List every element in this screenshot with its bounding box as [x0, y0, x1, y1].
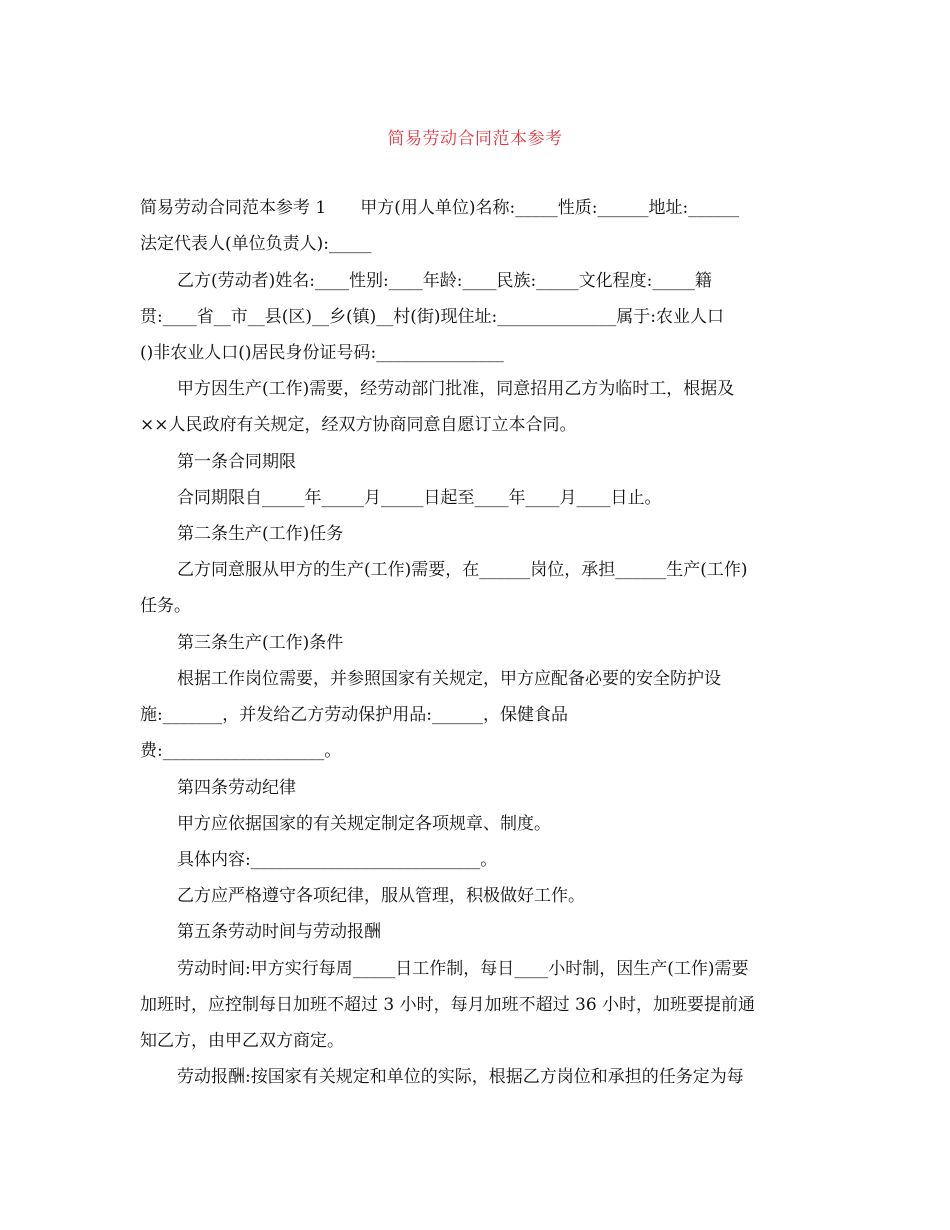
section-heading: 第一条合同期限 [177, 452, 296, 472]
document-title: 简易劳动合同范本参考 [387, 129, 563, 149]
text-line: 知乙方，由甲乙双方商定。 [140, 1031, 344, 1051]
text-line: 费:___________________。 [140, 741, 342, 761]
text-line: ××人民政府有关规定，经双方协商同意自愿订立本合同。 [140, 415, 577, 435]
section-heading: 第四条劳动纪律 [177, 778, 296, 798]
text-line: 根据工作岗位需要，并参照国家有关规定，甲方应配备必要的安全防护设 [177, 669, 721, 689]
text-line: 简易劳动合同范本参考 1 甲方(用人单位)名称:_____性质:______地址:______ [140, 198, 740, 218]
text-line: 合同期限自_____年_____月_____日起至____年____月____日止。 [177, 488, 662, 508]
text-line: 具体内容:___________________________。 [177, 850, 498, 870]
section-heading: 第五条劳动时间与劳动报酬 [177, 922, 381, 942]
text-line: 甲方应依据国家的有关规定制定各项规章、制度。 [177, 814, 551, 834]
text-line: ()非农业人口()居民身份证号码:_______________ [140, 343, 504, 363]
text-line: 法定代表人(单位负责人):_____ [140, 234, 372, 254]
section-heading: 第三条生产(工作)条件 [177, 633, 344, 653]
text-line: 劳动时间:甲方实行每周_____日工作制，每日____小时制，因生产(工作)需要 [177, 959, 749, 979]
section-heading: 第二条生产(工作)任务 [177, 524, 344, 544]
text-line: 劳动报酬:按国家有关规定和单位的实际，根据乙方岗位和承担的任务定为每 [177, 1067, 744, 1087]
text-line: 施:_______，并发给乙方劳动保护用品:______，保健食品 [140, 705, 568, 725]
text-line: 乙方(劳动者)姓名:____性别:____年龄:____民族:_____文化程度:_____籍 [177, 271, 712, 291]
text-line: 任务。 [140, 596, 191, 616]
text-line: 加班时，应控制每日加班不超过 3 小时，每月加班不超过 36 小时，加班要提前通 [140, 995, 756, 1015]
text-line: 乙方应严格遵守各项纪律，服从管理，积极做好工作。 [177, 886, 585, 906]
text-line: 乙方同意服从甲方的生产(工作)需要，在______岗位，承担______生产(工作) [177, 560, 748, 580]
text-line: 贯:____省__市__县(区)__乡(镇)__村(街)现住址:______________属于:农业人口 [140, 307, 724, 327]
text-line: 甲方因生产(工作)需要，经劳动部门批准，同意招用乙方为临时工，根据及 [177, 379, 735, 399]
